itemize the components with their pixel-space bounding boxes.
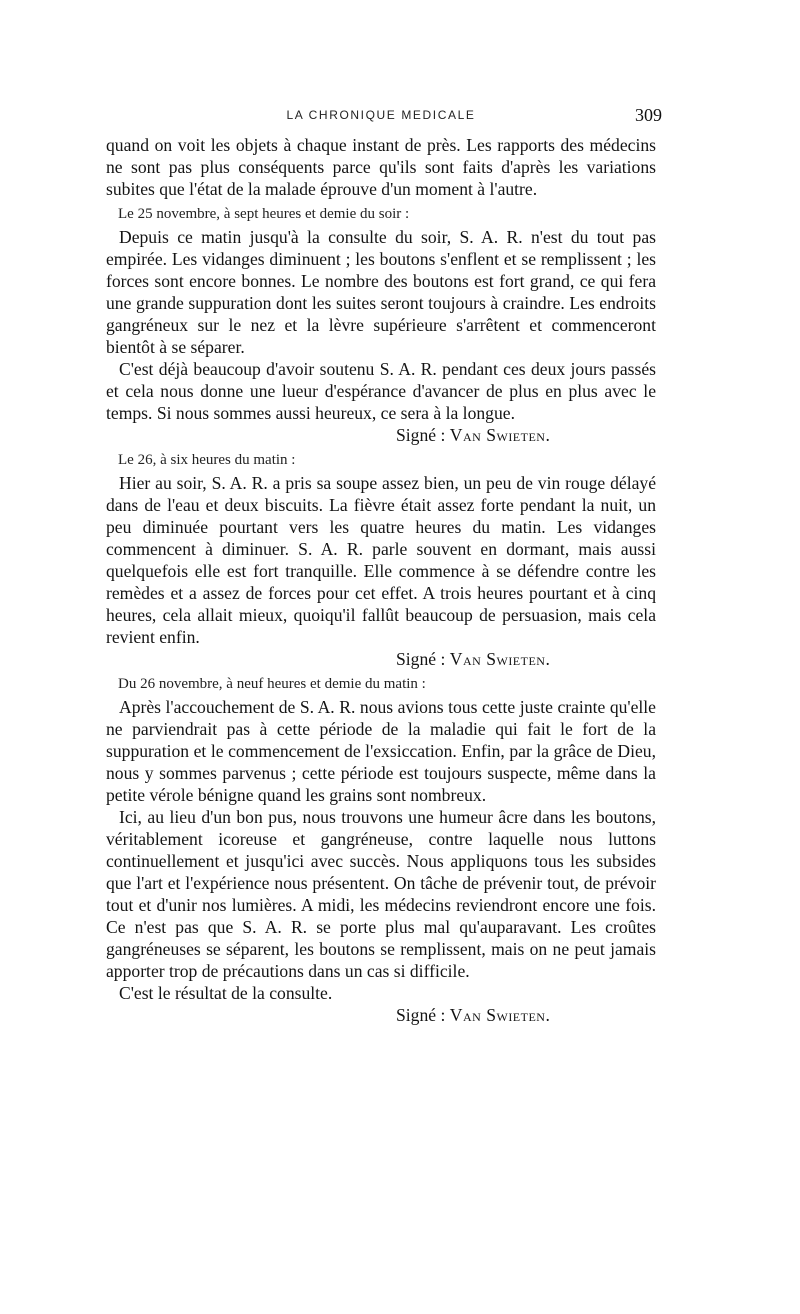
signature-prefix: Signé : — [396, 1005, 450, 1025]
signature-name: Van Swieten. — [449, 425, 551, 445]
paragraph-7: C'est le résultat de la consulte. — [119, 983, 333, 1003]
dateline-1: Le 25 novembre, à sept heures et demie du soir : — [118, 206, 410, 222]
signature-2 — [396, 648, 656, 670]
running-head: LA CHRONIQUE MEDICALE — [286, 108, 476, 122]
signature-name: Van Swieten. — [449, 1005, 551, 1025]
dateline-2: Le 26, à six heures du matin : — [118, 452, 296, 468]
paragraph-5: Après l'accouchement de S. A. R. nous avions tous cette juste crainte qu'elle ne parviendrait pas à cette période de la maladie qui fait le fort de la suppuration et le commencement de l'exsiccation. Enfin, par la grâce de Dieu, nous y sommes parvenus ; cette période est toujours suspecte, même dans la petite vérole bénigne quand les grains sont nombreux. — [106, 697, 656, 805]
paragraph-1: quand on voit les objets à chaque instant de près. Les rapports des médecins ne sont pas plus conséquents parce qu'ils sont faits d'après les variations subites que l'état de la malade éprouve d'un moment à l'autre. — [106, 135, 656, 199]
page-header — [106, 105, 662, 134]
paragraph-2: Depuis ce matin jusqu'à la consulte du soir, S. A. R. n'est du tout pas empirée. Les vidanges diminuent ; les boutons s'enflent et se remplissent ; les forces sont encore bonnes. Le nombre des boutons est fort grand, ce qui fera une grande suppuration dont les suites seront toujours à craindre. Les endroits gangréneux sur le nez et la lèvre supérieure s'arrêtent et commenceront bientôt à se séparer. — [106, 227, 656, 357]
signature-name: Van Swieten. — [449, 649, 551, 669]
document-page — [106, 105, 662, 1026]
body-text — [106, 134, 656, 1026]
dateline-3: Du 26 novembre, à neuf heures et demie du matin : — [118, 676, 426, 692]
signature-3 — [396, 1004, 656, 1026]
signature-prefix: Signé : — [396, 425, 450, 445]
paragraph-4: Hier au soir, S. A. R. a pris sa soupe assez bien, un peu de vin rouge délayé dans de l'eau et deux biscuits. La fièvre était assez forte pendant la nuit, un peu diminuée pourtant vers les quatre heures du matin. Les vidanges commencent à diminuer. S. A. R. parle souvent en dormant, mais aussi quelquefois elle est fort tranquille. Elle commence à se défendre contre les remèdes et a assez de forces pour cet effet. A trois heures pourtant et à cinq heures, cela allait mieux, quoiqu'il fallût beaucoup de persuasion, mais cela revient enfin. — [106, 473, 656, 647]
signature-1 — [396, 424, 656, 446]
paragraph-3: C'est déjà beaucoup d'avoir soutenu S. A. R. pendant ces deux jours passés et cela nous donne une lueur d'espérance d'avancer de plus en plus avec le temps. Si nous sommes aussi heureux, ce sera à la longue. — [106, 359, 656, 423]
paragraph-6: Ici, au lieu d'un bon pus, nous trouvons une humeur âcre dans les boutons, véritablement icoreuse et gangréneuse, contre laquelle nous luttons continuellement et jusqu'ici avec succès. Nous appliquons tous les subsides que l'art et l'expérience nous présentent. On tâche de prévenir tout, de prévoir tout et d'unir nos lumières. A midi, les médecins reviendront encore une fois. Ce n'est pas que S. A. R. se porte plus mal qu'auparavant. Les croûtes gangréneuses se séparent, les boutons se remplissent, mais on ne peut jamais apporter trop de précautions dans un cas si difficile. — [106, 807, 656, 981]
page-number: 309 — [635, 105, 662, 125]
signature-prefix: Signé : — [396, 649, 450, 669]
